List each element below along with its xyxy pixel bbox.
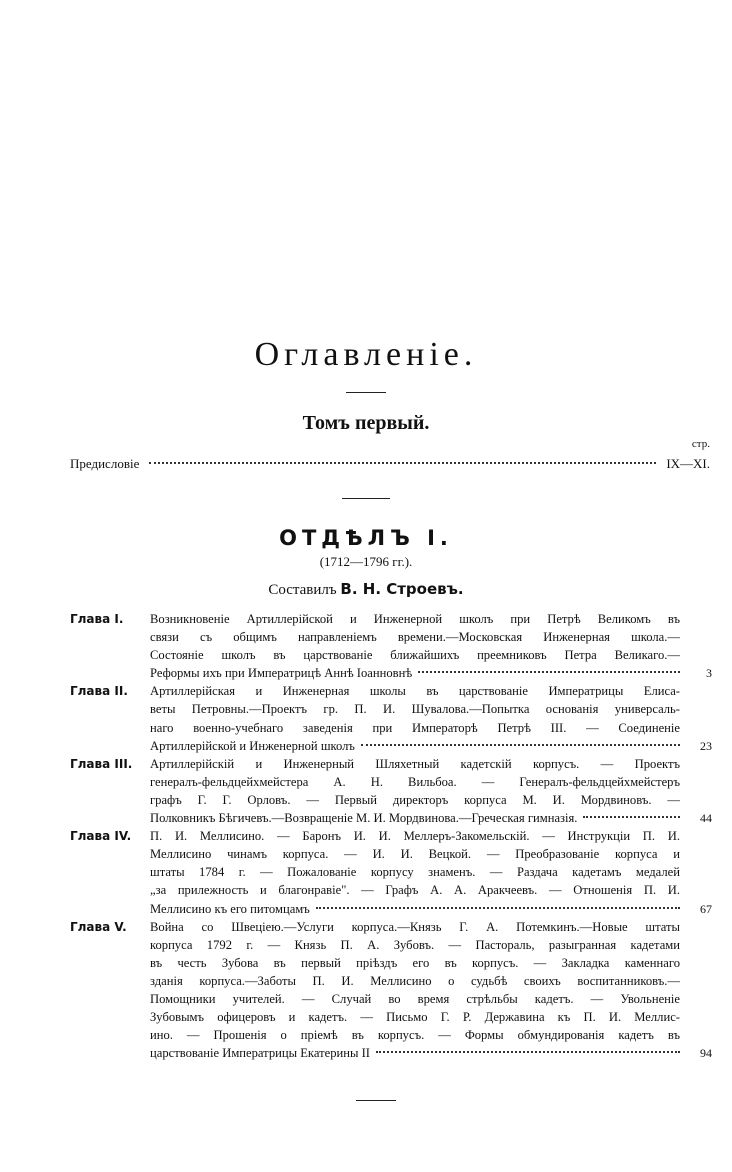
end-divider bbox=[356, 1100, 396, 1101]
chapter-line: Артиллерійская и Инженерная школы въ царствованіе Императрицы Елиса- bbox=[150, 684, 680, 699]
chapter-page-number: 44 bbox=[700, 811, 712, 826]
chapter-entry bbox=[70, 755, 712, 827]
chapter-line: веты Петровны.—Проектъ гр. П. И. Шувалова.—Попытка основанія универсаль- bbox=[150, 702, 680, 717]
chapter-line-text: Меллисино къ его питомцамъ bbox=[150, 901, 310, 916]
chapter-line: корпуса 1792 г. — Князь П. А. Зубовъ. — Пастораль, разыгранная кадетами bbox=[150, 937, 680, 952]
dot-leader bbox=[583, 816, 680, 818]
chapter-line: Артиллерійскій и Инженерный Шляхетный кадетскій корпусъ. — Проектъ bbox=[150, 756, 680, 771]
section-title: ОТДѢЛЪ I. bbox=[279, 526, 453, 550]
chapter-line: наго военно-учебнаго заведенія при Императорѣ Петрѣ III. — Соединеніе bbox=[150, 720, 680, 735]
chapter-line: въ честь Зубова въ первый пріѣздъ его въ корпусъ. — Закладка каменнаго bbox=[150, 955, 680, 970]
chapter-label: Глава I. bbox=[70, 612, 124, 626]
chapter-line bbox=[150, 900, 680, 918]
preface-pages: IX—XI. bbox=[666, 456, 710, 471]
chapter-entry bbox=[70, 827, 712, 917]
volume-title: Томъ первый. bbox=[302, 412, 430, 434]
dot-leader bbox=[361, 744, 680, 746]
preface-entry bbox=[70, 456, 710, 474]
author-name: В. Н. Строевъ. bbox=[340, 580, 464, 598]
chapter-line: Меллисино чинамъ корпуса. — И. И. Вецкой. — Преобразованіе корпуса и bbox=[150, 847, 680, 862]
chapter-line-text: Артиллерійской и Инженерной школъ bbox=[150, 738, 355, 753]
title-divider bbox=[346, 392, 386, 393]
chapter-line: графъ Г. Г. Орловъ. — Первый директоръ корпуса М. И. Мордвиновъ. — bbox=[150, 792, 680, 807]
chapter-line: Возникновеніе Артиллерійской и Инженерной школъ при Петрѣ Великомъ въ bbox=[150, 612, 680, 626]
chapter-line: Война со Швеціею.—Услуги корпуса.—Князь Г. А. Потемкинъ.—Новые штаты bbox=[150, 919, 680, 934]
chapter-description bbox=[150, 610, 680, 682]
chapter-line: зданія корпуса.—Заботы П. И. Меллисино о судьбѣ своихъ воспитанниковъ.— bbox=[150, 973, 680, 988]
chapter-line-text: Полковникъ Бѣгичевъ.—Возвращеніе М. И. Мордвинова.—Греческая гимназія. bbox=[150, 811, 578, 826]
chapter-description bbox=[150, 918, 680, 1063]
chapter-description bbox=[150, 755, 680, 827]
chapter-line: генералъ-фельдцейхмейстера А. Н. Вильбоа. — Генералъ-фельдцейхмейстеръ bbox=[150, 774, 680, 789]
compiled-by-label: Составилъ bbox=[268, 582, 337, 598]
chapter-page-number: 94 bbox=[700, 1046, 712, 1061]
dot-leader bbox=[376, 1051, 680, 1053]
chapter-line: Зубовымъ офицеровъ и кадетъ. — Письмо Г. Р. Державина къ П. И. Меллис- bbox=[150, 1010, 680, 1025]
chapter-entry bbox=[70, 682, 712, 754]
chapter-line: „за прилежность и благонравіе". — Графъ А. А. Аракчеевъ. — Отношенія П. И. bbox=[150, 883, 680, 898]
chapter-line-text: Реформы ихъ при Императрицѣ Аннѣ Іоанновнѣ bbox=[150, 666, 413, 681]
section-divider bbox=[342, 498, 390, 499]
chapter-line: Состояніе школъ въ царствованіе ближайшихъ преемниковъ Петра Великаго.— bbox=[150, 648, 680, 663]
chapter-label: Глава III. bbox=[70, 756, 133, 771]
chapter-line: ино. — Прошенія о пріемѣ въ корпусъ. — Формы обмундированія кадетъ въ bbox=[150, 1028, 680, 1043]
dot-leader bbox=[418, 671, 680, 673]
chapter-page-number: 23 bbox=[700, 738, 712, 753]
chapter-line bbox=[150, 664, 680, 682]
chapter-label: Глава II. bbox=[70, 684, 128, 699]
chapter-line: штаты 1784 г. — Пожалованіе корпусу знаменъ. — Раздача кадетамъ медалей bbox=[150, 865, 680, 880]
chapter-entry bbox=[70, 918, 712, 1063]
chapter-label: Глава V. bbox=[70, 919, 127, 934]
chapter-line: П. И. Меллисино. — Баронъ И. И. Меллеръ-Закомельскій. — Инструкціи П. И. bbox=[150, 829, 680, 844]
chapter-description bbox=[150, 827, 680, 917]
chapter-line bbox=[150, 1044, 680, 1062]
preface-label: Предисловіе bbox=[70, 456, 140, 471]
chapter-label: Глава IV. bbox=[70, 829, 132, 844]
page-title: Оглавленіе. bbox=[254, 336, 478, 373]
chapter-page-number: 67 bbox=[700, 901, 712, 916]
section-compiler bbox=[0, 580, 732, 599]
dot-leader bbox=[316, 907, 680, 909]
chapter-line: Помощники учителей. — Случай во время стрѣльбы кадетъ. — Увольненіе bbox=[150, 991, 680, 1006]
dot-leader bbox=[149, 462, 656, 464]
chapter-description bbox=[150, 682, 680, 754]
chapter-list bbox=[70, 610, 712, 1062]
chapter-line-text: царствованіе Императрицы Екатерины II bbox=[150, 1046, 370, 1061]
chapter-page-number: 3 bbox=[706, 666, 712, 681]
chapter-line bbox=[150, 737, 680, 755]
chapter-line bbox=[150, 809, 680, 827]
page-column-label: стр. bbox=[691, 438, 710, 450]
chapter-entry bbox=[70, 610, 712, 682]
section-years: (1712—1796 гг.). bbox=[319, 554, 413, 569]
chapter-line: связи съ общимъ направленіемъ времени.—Московская Инженерная школа.— bbox=[150, 630, 680, 645]
